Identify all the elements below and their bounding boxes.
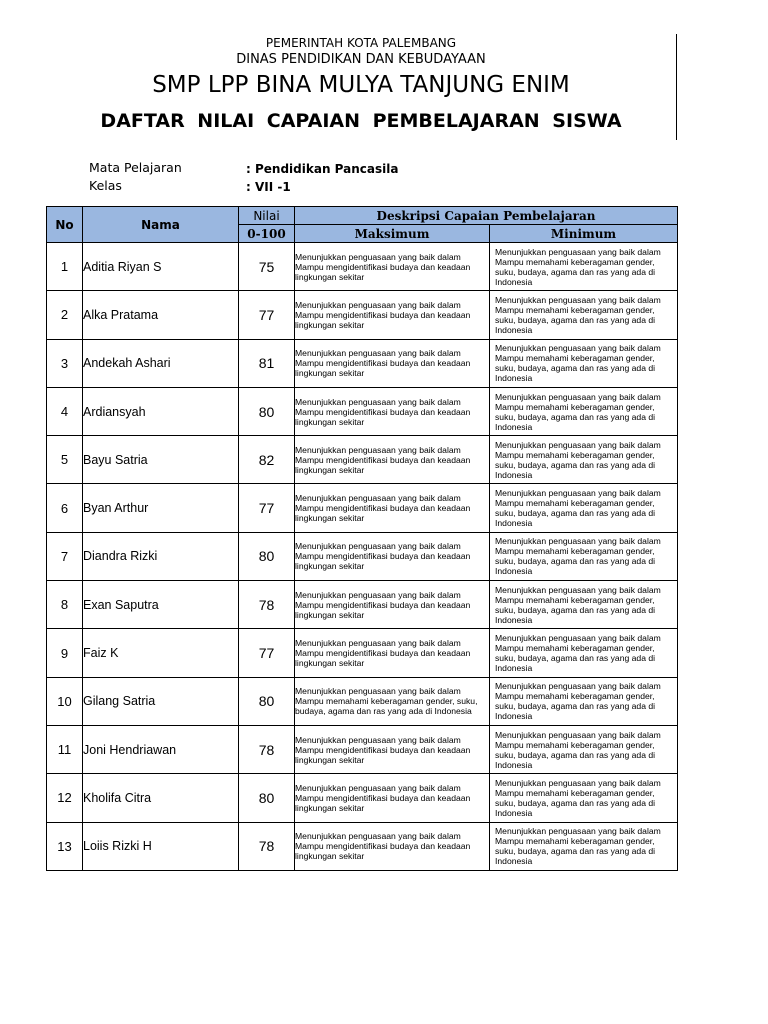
col-max-header: Maksimum xyxy=(295,225,490,243)
col-no-header: No xyxy=(47,207,83,243)
table-row xyxy=(47,532,678,580)
row-nilai: 80 xyxy=(239,677,295,725)
row-nilai: 78 xyxy=(239,822,295,870)
row-nilai: 77 xyxy=(239,629,295,677)
row-desc-min: Menunjukkan penguasaan yang baik dalam Mampu memahami keberagaman gender, suku, budaya, agama dan ras yang ada di Indonesia xyxy=(490,677,678,725)
row-no: 1 xyxy=(47,243,83,291)
col-range-header: 0-100 xyxy=(239,225,295,243)
table-row xyxy=(47,677,678,725)
row-desc-min: Menunjukkan penguasaan yang baik dalam Mampu memahami keberagaman gender, suku, budaya, agama dan ras yang ada di Indonesia xyxy=(490,725,678,773)
row-nama: Gilang Satria xyxy=(83,677,239,725)
row-nilai: 81 xyxy=(239,339,295,387)
row-nama: Faiz K xyxy=(83,629,239,677)
table-row xyxy=(47,339,678,387)
row-no: 10 xyxy=(47,677,83,725)
row-nama: Bayu Satria xyxy=(83,436,239,484)
row-no: 3 xyxy=(47,339,83,387)
row-desc-max: Menunjukkan penguasaan yang baik dalam Mampu mengidentifikasi budaya dan keadaan lingkungan sekitar xyxy=(295,774,490,822)
row-desc-min: Menunjukkan penguasaan yang baik dalam Mampu memahami keberagaman gender, suku, budaya, agama dan ras yang ada di Indonesia xyxy=(490,774,678,822)
row-desc-max: Menunjukkan penguasaan yang baik dalam Mampu mengidentifikasi budaya dan keadaan lingkungan sekitar xyxy=(295,484,490,532)
subject-label: Mata Pelajaran xyxy=(89,160,182,175)
row-no: 13 xyxy=(47,822,83,870)
col-desc-header: Deskripsi Capaian Pembelajaran xyxy=(295,207,678,225)
row-desc-max: Menunjukkan penguasaan yang baik dalam Mampu mengidentifikasi budaya dan keadaan lingkungan sekitar xyxy=(295,725,490,773)
subject-value: : Pendidikan Pancasila xyxy=(246,162,399,176)
row-desc-max: Menunjukkan penguasaan yang baik dalam Mampu mengidentifikasi budaya dan keadaan lingkungan sekitar xyxy=(295,581,490,629)
row-nama: Kholifa Citra xyxy=(83,774,239,822)
col-nama-header: Nama xyxy=(83,207,239,243)
row-no: 5 xyxy=(47,436,83,484)
row-desc-max: Menunjukkan penguasaan yang baik dalam Mampu mengidentifikasi budaya dan keadaan lingkungan sekitar xyxy=(295,532,490,580)
class-value: : VII -1 xyxy=(246,180,291,194)
row-desc-min: Menunjukkan penguasaan yang baik dalam Mampu memahami keberagaman gender, suku, budaya, agama dan ras yang ada di Indonesia xyxy=(490,581,678,629)
row-nilai: 80 xyxy=(239,774,295,822)
table-row xyxy=(47,387,678,435)
row-nilai: 77 xyxy=(239,484,295,532)
department-heading: DINAS PENDIDIKAN DAN KEBUDAYAAN xyxy=(236,52,486,67)
table-row xyxy=(47,725,678,773)
row-no: 12 xyxy=(47,774,83,822)
row-nilai: 77 xyxy=(239,291,295,339)
row-desc-min: Menunjukkan penguasaan yang baik dalam Mampu memahami keberagaman gender, suku, budaya, agama dan ras yang ada di Indonesia xyxy=(490,484,678,532)
table-row xyxy=(47,243,678,291)
table-row xyxy=(47,774,678,822)
col-nilai-header: Nilai xyxy=(239,207,295,225)
row-nilai: 78 xyxy=(239,581,295,629)
row-desc-max: Menunjukkan penguasaan yang baik dalam Mampu mengidentifikasi budaya dan keadaan lingkungan sekitar xyxy=(295,339,490,387)
row-nama: Ardiansyah xyxy=(83,387,239,435)
row-desc-min: Menunjukkan penguasaan yang baik dalam Mampu memahami keberagaman gender, suku, budaya, agama dan ras yang ada di Indonesia xyxy=(490,629,678,677)
row-nama: Alka Pratama xyxy=(83,291,239,339)
row-nilai: 78 xyxy=(239,725,295,773)
row-nama: Loiis Rizki H xyxy=(83,822,239,870)
row-no: 9 xyxy=(47,629,83,677)
row-nama: Diandra Rizki xyxy=(83,532,239,580)
row-desc-min: Menunjukkan penguasaan yang baik dalam Mampu memahami keberagaman gender, suku, budaya, agama dan ras yang ada di Indonesia xyxy=(490,291,678,339)
row-no: 8 xyxy=(47,581,83,629)
school-name: SMP LPP BINA MULYA TANJUNG ENIM xyxy=(152,72,570,98)
table-row xyxy=(47,436,678,484)
row-desc-max: Menunjukkan penguasaan yang baik dalam Mampu mengidentifikasi budaya dan keadaan lingkungan sekitar xyxy=(295,291,490,339)
table-row xyxy=(47,822,678,870)
row-desc-min: Menunjukkan penguasaan yang baik dalam Mampu memahami keberagaman gender, suku, budaya, agama dan ras yang ada di Indonesia xyxy=(490,387,678,435)
row-no: 4 xyxy=(47,387,83,435)
table-row xyxy=(47,581,678,629)
col-min-header: Minimum xyxy=(490,225,678,243)
row-desc-min: Menunjukkan penguasaan yang baik dalam Mampu memahami keberagaman gender, suku, budaya, agama dan ras yang ada di Indonesia xyxy=(490,822,678,870)
row-nama: Aditia Riyan S xyxy=(83,243,239,291)
row-nama: Byan Arthur xyxy=(83,484,239,532)
row-desc-max: Menunjukkan penguasaan yang baik dalam Mampu mengidentifikasi budaya dan keadaan lingkungan sekitar xyxy=(295,436,490,484)
row-desc-min: Menunjukkan penguasaan yang baik dalam Mampu memahami keberagaman gender, suku, budaya, agama dan ras yang ada di Indonesia xyxy=(490,243,678,291)
class-label: Kelas xyxy=(89,178,122,193)
table-row xyxy=(47,484,678,532)
row-nama: Exan Saputra xyxy=(83,581,239,629)
row-desc-min: Menunjukkan penguasaan yang baik dalam Mampu memahami keberagaman gender, suku, budaya, agama dan ras yang ada di Indonesia xyxy=(490,532,678,580)
row-desc-max: Menunjukkan penguasaan yang baik dalam Mampu memahami keberagaman gender, suku, budaya, agama dan ras yang ada di Indonesia xyxy=(295,677,490,725)
row-desc-max: Menunjukkan penguasaan yang baik dalam Mampu mengidentifikasi budaya dan keadaan lingkungan sekitar xyxy=(295,387,490,435)
row-no: 7 xyxy=(47,532,83,580)
row-desc-min: Menunjukkan penguasaan yang baik dalam Mampu memahami keberagaman gender, suku, budaya, agama dan ras yang ada di Indonesia xyxy=(490,339,678,387)
row-desc-max: Menunjukkan penguasaan yang baik dalam Mampu mengidentifikasi budaya dan keadaan lingkungan sekitar xyxy=(295,243,490,291)
row-desc-min: Menunjukkan penguasaan yang baik dalam Mampu memahami keberagaman gender, suku, budaya, agama dan ras yang ada di Indonesia xyxy=(490,436,678,484)
row-no: 11 xyxy=(47,725,83,773)
row-desc-max: Menunjukkan penguasaan yang baik dalam Mampu mengidentifikasi budaya dan keadaan lingkungan sekitar xyxy=(295,629,490,677)
row-nilai: 80 xyxy=(239,532,295,580)
row-desc-max: Menunjukkan penguasaan yang baik dalam Mampu mengidentifikasi budaya dan keadaan lingkungan sekitar xyxy=(295,822,490,870)
document-title: DAFTAR NILAI CAPAIAN PEMBELAJARAN SISWA xyxy=(100,110,622,132)
row-no: 6 xyxy=(47,484,83,532)
table-row xyxy=(47,291,678,339)
table-row xyxy=(47,629,678,677)
row-nilai: 82 xyxy=(239,436,295,484)
row-nilai: 80 xyxy=(239,387,295,435)
row-nama: Andekah Ashari xyxy=(83,339,239,387)
grades-table xyxy=(46,206,678,871)
row-nilai: 75 xyxy=(239,243,295,291)
government-heading: PEMERINTAH KOTA PALEMBANG xyxy=(265,36,457,50)
row-nama: Joni Hendriawan xyxy=(83,725,239,773)
row-no: 2 xyxy=(47,291,83,339)
